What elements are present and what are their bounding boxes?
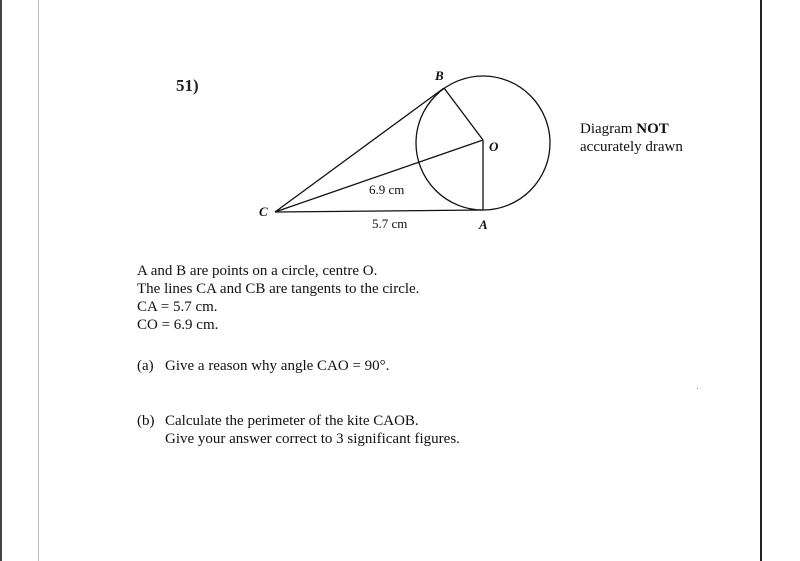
part-b-tag: (b) — [137, 413, 155, 429]
part-b-text-1: Calculate the perimeter of the kite CAOB. — [165, 413, 419, 429]
label-c: C — [259, 204, 268, 219]
label-a: A — [479, 217, 488, 232]
note-line-1: Diagram NOT — [580, 121, 669, 137]
radius-ob — [444, 88, 483, 140]
label-b: B — [435, 68, 444, 83]
part-b-text-2: Give your answer correct to 3 significant figures. — [165, 431, 460, 447]
label-ca-length: 5.7 cm — [372, 216, 408, 231]
part-b — [137, 412, 460, 448]
tangent-ca — [275, 210, 483, 212]
statement-line: A and B are points on a circle, centre O. — [137, 263, 378, 279]
label-o: O — [489, 139, 499, 154]
line-co — [275, 140, 483, 212]
part-a-text: Give a reason why angle CAO = 90°. — [165, 358, 390, 374]
part-a — [137, 357, 389, 375]
statement-line: The lines CA and CB are tangents to the circle. — [137, 281, 420, 297]
diagram-note — [580, 120, 683, 156]
speck — [697, 388, 698, 389]
question-number: 51) — [176, 76, 199, 95]
tangent-cb — [275, 88, 444, 212]
statement-line: CA = 5.7 cm. — [137, 299, 218, 315]
part-a-tag: (a) — [137, 358, 154, 374]
question-statements — [137, 262, 419, 334]
statement-line: CO = 6.9 cm. — [137, 317, 219, 333]
label-co-length: 6.9 cm — [369, 182, 405, 197]
note-line-2: accurately drawn — [580, 139, 683, 155]
note-not: NOT — [636, 121, 669, 137]
